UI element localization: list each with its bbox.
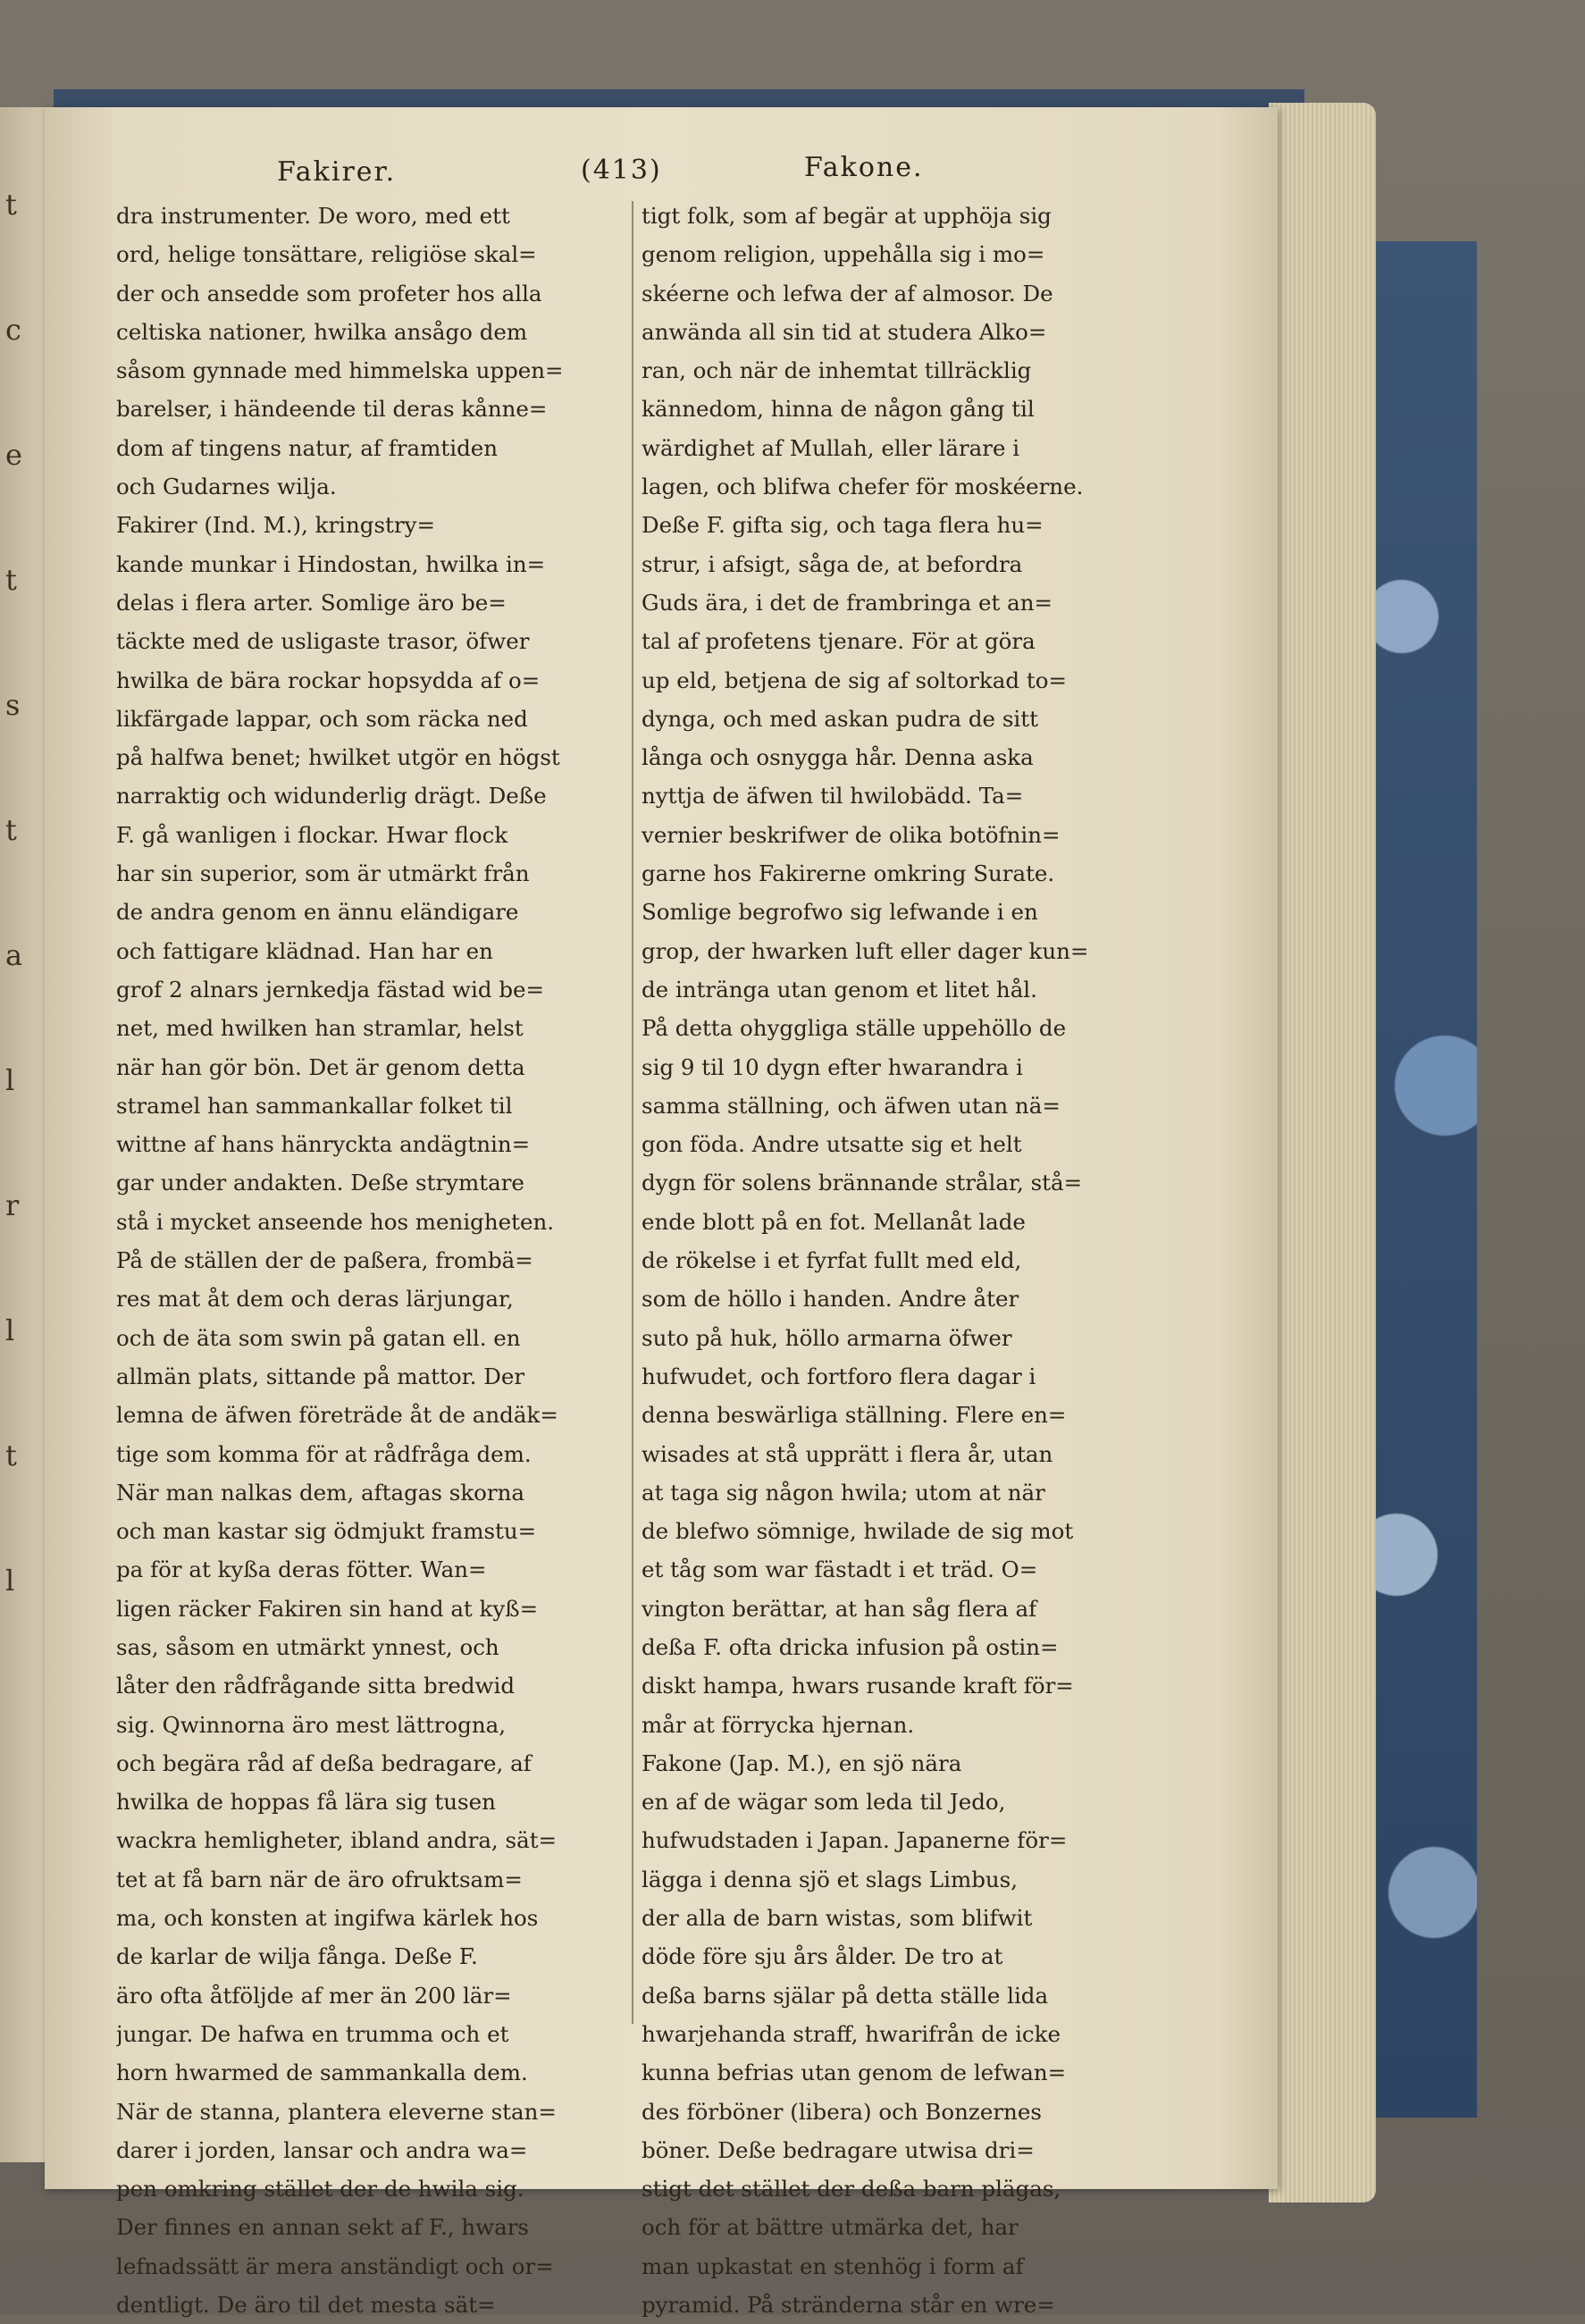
- text-line: äro ofta åtföljde af mer än 200 lär=: [116, 1982, 512, 2009]
- text-line: hufwudstaden i Japan. Japanerne för=: [642, 1827, 1068, 1854]
- text-line: en af de wägar som leda til Jedo,: [642, 1789, 1006, 1816]
- text-line: delas i flera arter. Somlige äro be=: [116, 589, 507, 616]
- text-line: up eld, betjena de sig af soltorkad to=: [642, 667, 1067, 693]
- leaf-fragment: e: [5, 438, 22, 472]
- text-line: der alla de barn wistas, som blifwit: [642, 1905, 1033, 1932]
- leaf-fragment: l: [5, 1313, 15, 1347]
- text-line: Fakone (Jap. M.), en sjö nära: [642, 1749, 962, 1776]
- marbled-cover: [1367, 241, 1477, 2118]
- text-line: och man kastar sig ödmjukt framstu=: [116, 1518, 537, 1545]
- text-line: deßa barns själar på detta ställe lida: [642, 1982, 1049, 2009]
- leaf-fragment: t: [5, 188, 17, 222]
- text-line: böner. Deße bedragare utwisa dri=: [642, 2136, 1035, 2163]
- text-line: grof 2 alnars jernkedja fästad wid be=: [116, 976, 545, 1003]
- text-line: samma ställning, och äfwen utan nä=: [642, 1092, 1061, 1119]
- text-line: wittne af hans hänryckta andägtnin=: [116, 1131, 531, 1158]
- text-line: lägga i denna sjö et slags Limbus,: [642, 1866, 1019, 1892]
- text-line: ligen räcker Fakiren sin hand at kyß=: [116, 1595, 539, 1622]
- text-line: sas, såsom en utmärkt ynnest, och: [116, 1633, 499, 1660]
- text-line: darer i jorden, lansar och andra wa=: [116, 2136, 528, 2163]
- text-line: Fakirer (Ind. M.), kringstry=: [116, 512, 435, 539]
- text-line: lemna de äfwen företräde åt de andäk=: [116, 1402, 558, 1429]
- text-line: garne hos Fakirerne omkring Surate.: [642, 860, 1055, 887]
- text-line: diskt hampa, hwars rusande kraft för=: [642, 1673, 1074, 1699]
- text-line: suto på huk, höllo armarna öfwer: [642, 1324, 1012, 1351]
- text-line: Somlige begrofwo sig lefwande i en: [642, 899, 1038, 926]
- text-line: kande munkar i Hindostan, hwilka in=: [116, 550, 546, 577]
- leaf-fragment: l: [5, 1063, 15, 1097]
- right-headword: Fakone.: [804, 152, 924, 183]
- text-line: täckte med de usligaste trasor, öfwer: [116, 628, 530, 655]
- text-line: vington berättar, at han såg flera af: [642, 1595, 1037, 1622]
- text-line: allmän plats, sittande på mattor. Der: [116, 1363, 525, 1389]
- text-line: som de höllo i handen. Andre åter: [642, 1286, 1019, 1313]
- text-line: ord, helige tonsättare, religiöse skal=: [116, 241, 537, 268]
- page-number: (413): [581, 155, 662, 186]
- text-line: de blefwo sömnige, hwilade de sig mot: [642, 1518, 1074, 1545]
- text-line: Guds ära, i det de frambringa et an=: [642, 589, 1053, 616]
- text-line: de intränga utan genom et litet hål.: [642, 976, 1037, 1003]
- text-line: kunna befrias utan genom de lefwan=: [642, 2060, 1067, 2086]
- text-line: långa och osnygga hår. Denna aska: [642, 744, 1034, 771]
- text-line: stramel han sammankallar folket til: [116, 1092, 513, 1119]
- text-line: och fattigare klädnad. Han har en: [116, 937, 493, 964]
- text-line: och Gudarnes wilja.: [116, 474, 337, 500]
- leaf-fragment: t: [5, 1439, 17, 1472]
- text-line: Deße F. gifta sig, och taga flera hu=: [642, 512, 1044, 539]
- text-line: pa för at kyßa deras fötter. Wan=: [116, 1556, 487, 1583]
- text-line: narraktig och widunderlig drägt. Deße: [116, 783, 547, 810]
- leaf-fragment: t: [5, 563, 17, 597]
- text-line: wackra hemligheter, ibland andra, sät=: [116, 1827, 558, 1854]
- text-line: och de äta som swin på gatan ell. en: [116, 1324, 521, 1351]
- text-line: tige som komma för at rådfråga dem.: [116, 1440, 532, 1467]
- text-line: såsom gynnade med himmelska uppen=: [116, 357, 564, 384]
- text-line: barelser, i händeende til deras kånne=: [116, 396, 548, 423]
- text-line: man upkastat en stenhög i form af: [642, 2253, 1024, 2279]
- text-line: på halfwa benet; hwilket utgör en högst: [116, 744, 560, 771]
- text-line: När de stanna, plantera eleverne stan=: [116, 2098, 557, 2125]
- text-line: när han gör bön. Det är genom detta: [116, 1053, 525, 1080]
- page-header: [232, 147, 1126, 201]
- text-line: hwilka de bära rockar hopsydda af o=: [116, 667, 541, 693]
- text-line: pyramid. På stränderna står en wre=: [642, 2292, 1055, 2319]
- text-line: pen omkring stället der de hwila sig.: [116, 2176, 524, 2202]
- text-line: döde före sju års ålder. De tro at: [642, 1943, 1003, 1970]
- text-line: de karlar de wilja fånga. Deße F.: [116, 1943, 478, 1970]
- text-line: tal af profetens tjenare. För at göra: [642, 628, 1036, 655]
- text-line: och begära råd af deßa bedragare, af: [116, 1749, 532, 1776]
- text-line: res mat åt dem och deras lärjungar,: [116, 1286, 514, 1313]
- text-line: deßa F. ofta dricka infusion på ostin=: [642, 1633, 1059, 1660]
- text-line: gar under andakten. Deße strymtare: [116, 1170, 524, 1196]
- text-line: På detta ohyggliga ställe uppehöllo de: [642, 1015, 1067, 1042]
- text-line: På de ställen der de paßera, frombä=: [116, 1247, 533, 1274]
- text-line: lefnadssätt är mera anständigt och or=: [116, 2253, 554, 2279]
- text-line: strur, i afsigt, såga de, at befordra: [642, 550, 1023, 577]
- text-line: anwända all sin tid at studera Alko=: [642, 318, 1047, 345]
- text-line: des förböner (libera) och Bonzernes: [642, 2098, 1042, 2125]
- leaf-fragment: l: [5, 1564, 15, 1598]
- text-line: et tåg som war fästadt i et träd. O=: [642, 1556, 1038, 1583]
- text-line: der och ansedde som profeter hos alla: [116, 280, 542, 306]
- text-line: stå i mycket anseende hos menigheten.: [116, 1208, 555, 1235]
- text-line: När man nalkas dem, aftagas skorna: [116, 1479, 525, 1506]
- text-line: wisades at stå upprätt i flera år, utan: [642, 1440, 1053, 1467]
- text-line: grop, der hwarken luft eller dager kun=: [642, 937, 1089, 964]
- text-line: at taga sig någon hwila; utom at när: [642, 1479, 1045, 1506]
- text-line: sig 9 til 10 dygn efter hwarandra i: [642, 1053, 1023, 1080]
- text-line: tigt folk, som af begär at upphöja sig: [642, 203, 1052, 229]
- text-line: hufwudet, och fortforo flera dagar i: [642, 1363, 1036, 1389]
- left-headword: Fakirer.: [277, 156, 397, 188]
- text-line: hwarjehanda straff, hwarifrån de icke: [642, 2020, 1061, 2047]
- text-line: ran, och när de inhemtat tillräcklig: [642, 357, 1032, 384]
- text-line: gon föda. Andre utsatte sig et helt: [642, 1131, 1022, 1158]
- text-line: likfärgade lappar, och som räcka ned: [116, 705, 528, 732]
- text-line: de andra genom en ännu eländigare: [116, 899, 519, 926]
- text-line: dom af tingens natur, af framtiden: [116, 434, 499, 461]
- text-line: nyttja de äfwen til hwilobädd. Ta=: [642, 783, 1024, 810]
- text-line: ma, och konsten at ingifwa kärlek hos: [116, 1905, 539, 1932]
- leaf-fragment: t: [5, 813, 17, 847]
- text-line: kännedom, hinna de någon gång til: [642, 396, 1035, 423]
- text-line: tet at få barn när de äro ofruktsam=: [116, 1866, 523, 1892]
- leaf-fragment: s: [5, 688, 21, 722]
- text-line: mår at förrycka hjernan.: [642, 1711, 915, 1738]
- text-line: ende blott på en fot. Mellanåt lade: [642, 1208, 1026, 1235]
- text-line: dentligt. De äro til det mesta sät=: [116, 2292, 496, 2319]
- page-edges: [1269, 103, 1376, 2202]
- text-line: dynga, och med askan pudra de sitt: [642, 705, 1038, 732]
- text-line: låter den rådfrågande sitta bredwid: [116, 1673, 516, 1699]
- text-line: F. gå wanligen i flockar. Hwar flock: [116, 821, 508, 848]
- text-line: denna beswärliga ställning. Flere en=: [642, 1402, 1067, 1429]
- text-line: de rökelse i et fyrfat fullt med eld,: [642, 1247, 1022, 1274]
- text-line: stigt det stället der deßa barn plägas,: [642, 2176, 1061, 2202]
- text-line: jungar. De hafwa en trumma och et: [116, 2020, 509, 2047]
- text-line: dra instrumenter. De woro, med ett: [116, 203, 510, 229]
- leaf-fragment: c: [5, 313, 21, 347]
- text-line: Der finnes en annan sekt af F., hwars: [116, 2214, 530, 2241]
- text-line: horn hwarmed de sammankalla dem.: [116, 2060, 528, 2086]
- text-line: har sin superior, som är utmärkt från: [116, 860, 530, 887]
- text-line: och för at bättre utmärka det, har: [642, 2214, 1019, 2241]
- text-line: skéerne och lefwa der af almosor. De: [642, 280, 1053, 306]
- text-line: net, med hwilken han stramlar, helst: [116, 1015, 524, 1042]
- left-column: [116, 197, 643, 2324]
- text-line: wärdighet af Mullah, eller lärare i: [642, 434, 1020, 461]
- text-line: sig. Qwinnorna äro mest lättrogna,: [116, 1711, 506, 1738]
- leaf-fragment: r: [5, 1188, 20, 1222]
- text-line: hwilka de hoppas få lära sig tusen: [116, 1789, 496, 1816]
- text-line: genom religion, uppehålla sig i mo=: [642, 241, 1045, 268]
- leaf-fragment: a: [5, 938, 23, 972]
- text-line: dygn för solens brännande strålar, stå=: [642, 1170, 1083, 1196]
- text-line: celtiska nationer, hwilka ansågo dem: [116, 318, 528, 345]
- text-line: lagen, och blifwa chefer för moskéerne.: [642, 474, 1084, 500]
- right-column: [642, 197, 1169, 2324]
- text-line: vernier beskrifwer de olika botöfnin=: [642, 821, 1061, 848]
